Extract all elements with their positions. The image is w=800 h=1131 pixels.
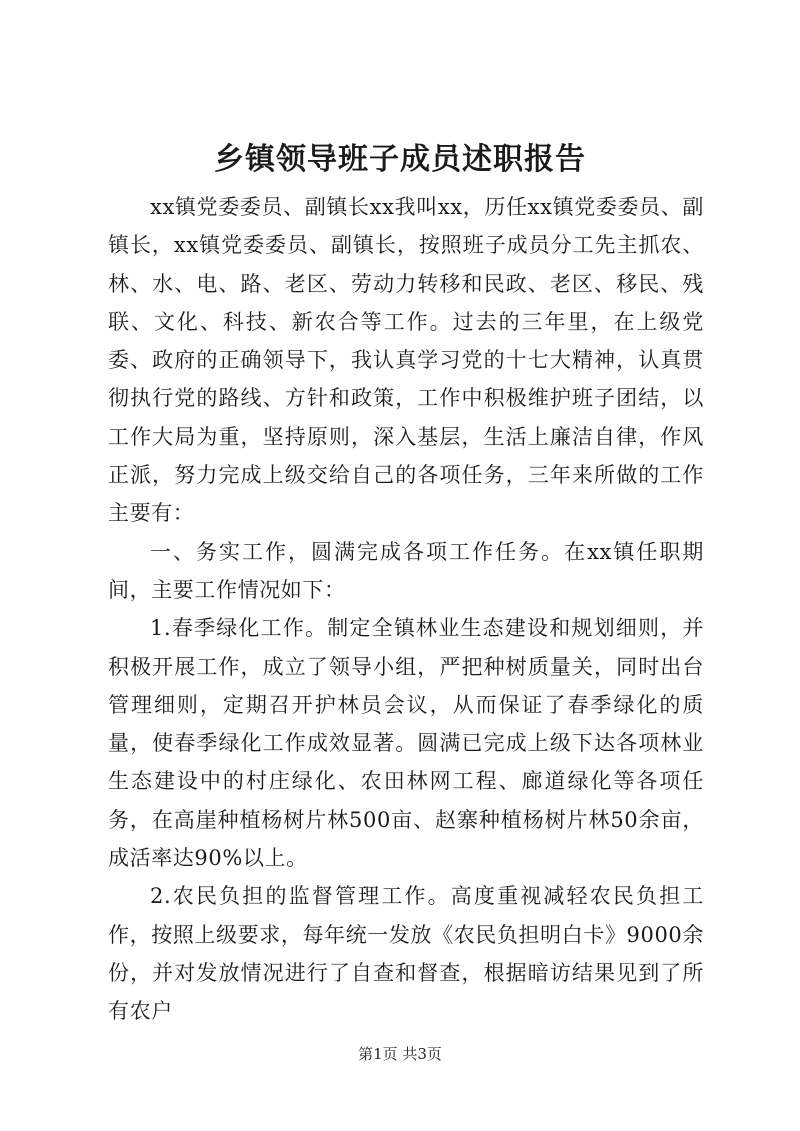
page-footer: 第1页 共3页 — [358, 1045, 442, 1063]
paragraph-item-1: 1.春季绿化工作。制定全镇林业生态建设和规划细则，并积极开展工作，成立了领导小组，严把种树质量关，同时出台管理细则，定期召开护林员会议，从而保证了春季绿化的质量，使春季绿化工作成效显著。圆满已完成上级下达各项林业生态建设中的村庄绿化、农田林网工程、廊道绿化等各项任务，在高崖种植杨树片林500亩、赵寨种植杨树片林50余亩，成活率达90%以上。 — [108, 616, 704, 871]
paragraph-item-2: 2.农民负担的监督管理工作。高度重视减轻农民负担工作，按照上级要求，每年统一发放《农民负担明白卡》9000余份，并对发放情况进行了自查和督查，根据暗访结果见到了所有农户 — [108, 884, 704, 1024]
paragraph-section-1-heading: 一、务实工作，圆满完成各项工作任务。在xx镇任职期间，主要工作情况如下： — [108, 539, 704, 602]
document-body — [108, 188, 704, 1031]
document-title: 乡镇领导班子成员述职报告 — [214, 142, 586, 177]
paragraph-intro: xx镇党委委员、副镇长xx我叫xx，历任xx镇党委委员、副镇长，xx镇党委委员、副镇长，按照班子成员分工先主抓农、林、水、电、路、老区、劳动力转移和民政、老区、移民、残联、文化、科技、新农合等工作。过去的三年里，在上级党委、政府的正确领导下，我认真学习党的十七大精神，认真贯彻执行党的路线、方针和政策，工作中积极维护班子团结，以工作大局为重，坚持原则，深入基层，生活上廉洁自律，作风正派，努力完成上级交给自己的各项任务，三年来所做的工作主要有： — [108, 195, 704, 526]
